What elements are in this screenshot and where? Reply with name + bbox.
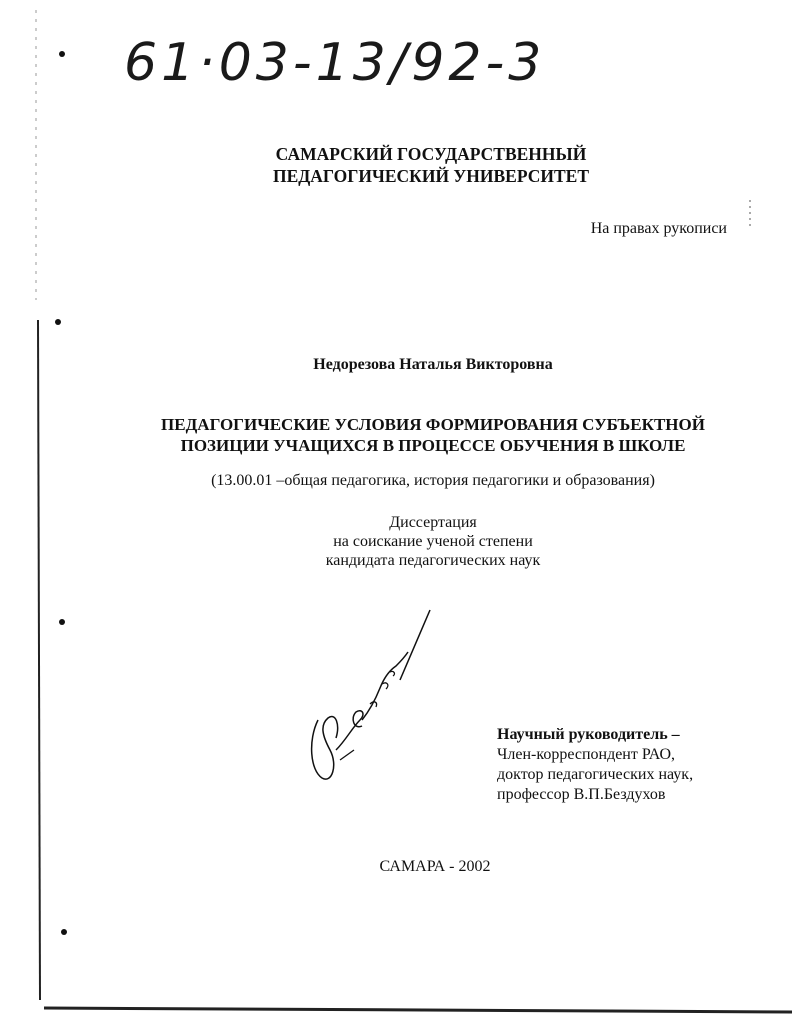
handwritten-code-text: 61·03-13/92-3 bbox=[124, 33, 540, 93]
university-name bbox=[0, 143, 792, 187]
handwritten-catalog-code bbox=[120, 18, 540, 98]
dissertation-degree bbox=[0, 513, 792, 570]
supervisor-line-3: профессор В.П.Бездухов bbox=[497, 786, 666, 803]
supervisor-role: Научный руководитель – bbox=[497, 726, 680, 743]
degree-line-2: на соискание ученой степени bbox=[333, 533, 533, 550]
title-line-1: ПЕДАГОГИЧЕСКИЕ УСЛОВИЯ ФОРМИРОВАНИЯ СУБЪЕКТНОЙ bbox=[161, 415, 705, 434]
city-and-year: САМАРА - 2002 bbox=[379, 858, 491, 875]
scientific-supervisor bbox=[497, 725, 693, 805]
degree-line-3: кандидата педагогических наук bbox=[325, 552, 541, 569]
manuscript-rights-note: На правах рукописи bbox=[590, 220, 727, 237]
university-line-1: САМАРСКИЙ ГОСУДАРСТВЕННЫЙ bbox=[275, 144, 587, 164]
supervisor-line-2: доктор педагогических наук, bbox=[497, 766, 694, 783]
author-name: Недорезова Наталья Викторовна bbox=[313, 356, 553, 373]
specialty-code: (13.00.01 –общая педагогика, история педагогики и образования) bbox=[211, 472, 655, 489]
degree-line-1: Диссертация bbox=[389, 514, 477, 531]
supervisor-line-1: Член-корреспондент РАО, bbox=[497, 746, 676, 763]
author-signature bbox=[300, 600, 450, 790]
title-line-2: ПОЗИЦИИ УЧАЩИХСЯ В ПРОЦЕССЕ ОБУЧЕНИЯ В ШКОЛЕ bbox=[180, 436, 686, 455]
university-line-2: ПЕДАГОГИЧЕСКИЙ УНИВЕРСИТЕТ bbox=[272, 166, 590, 186]
dissertation-title bbox=[0, 414, 792, 456]
